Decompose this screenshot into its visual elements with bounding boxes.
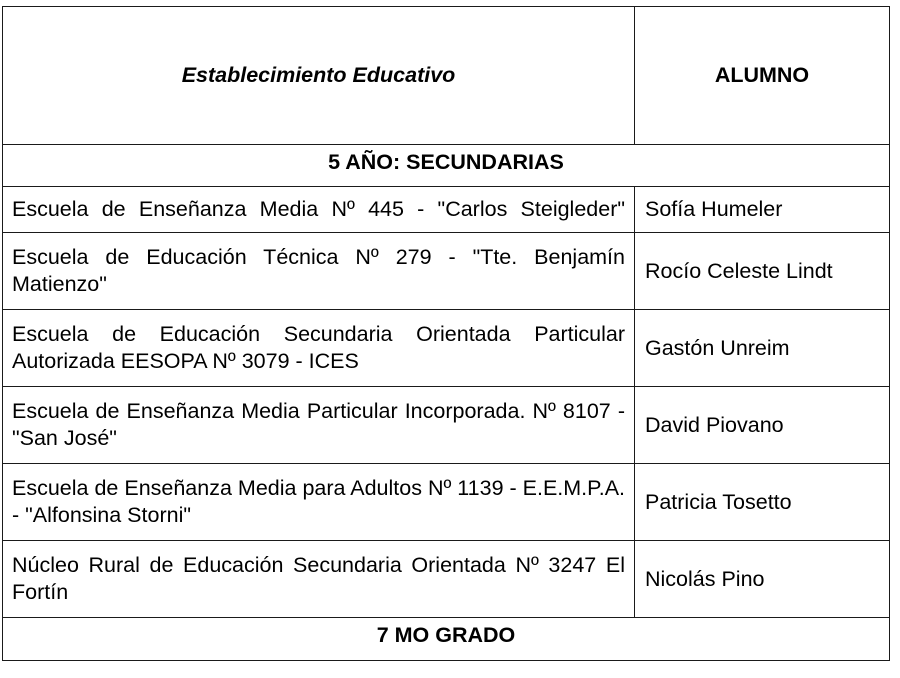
school-cell: Escuela de Educación Técnica Nº 279 - "Tte. Benjamín Matienzo"	[3, 233, 635, 310]
table-row	[3, 541, 890, 618]
table-row	[3, 233, 890, 310]
student-cell: Nicolás Pino	[635, 541, 890, 618]
student-cell: Sofía Humeler	[635, 187, 890, 233]
student-cell: Gastón Unreim	[635, 310, 890, 387]
school-cell: Escuela de Enseñanza Media Nº 445 - "Carlos Steigleder"	[3, 187, 635, 233]
section-header-row	[3, 618, 890, 661]
students-table	[2, 6, 890, 661]
table-row	[3, 310, 890, 387]
table-row	[3, 387, 890, 464]
table-header-row	[3, 7, 890, 145]
school-cell: Escuela de Educación Secundaria Orientada Particular Autorizada EESOPA Nº 3079 - ICES	[3, 310, 635, 387]
header-school: Establecimiento Educativo	[3, 7, 635, 145]
student-cell: Patricia Tosetto	[635, 464, 890, 541]
section-header-row	[3, 145, 890, 187]
school-cell: Escuela de Enseñanza Media Particular Incorporada. Nº 8107 - "San José"	[3, 387, 635, 464]
header-student: ALUMNO	[635, 7, 890, 145]
section-title: 7 MO GRADO	[3, 618, 890, 661]
school-cell: Escuela de Enseñanza Media para Adultos Nº 1139 - E.E.M.P.A. - "Alfonsina Storni"	[3, 464, 635, 541]
student-cell: Rocío Celeste Lindt	[635, 233, 890, 310]
school-cell: Núcleo Rural de Educación Secundaria Orientada Nº 3247 El Fortín	[3, 541, 635, 618]
table-row	[3, 464, 890, 541]
student-cell: David Piovano	[635, 387, 890, 464]
table-row	[3, 187, 890, 233]
section-title: 5 AÑO: SECUNDARIAS	[3, 145, 890, 187]
